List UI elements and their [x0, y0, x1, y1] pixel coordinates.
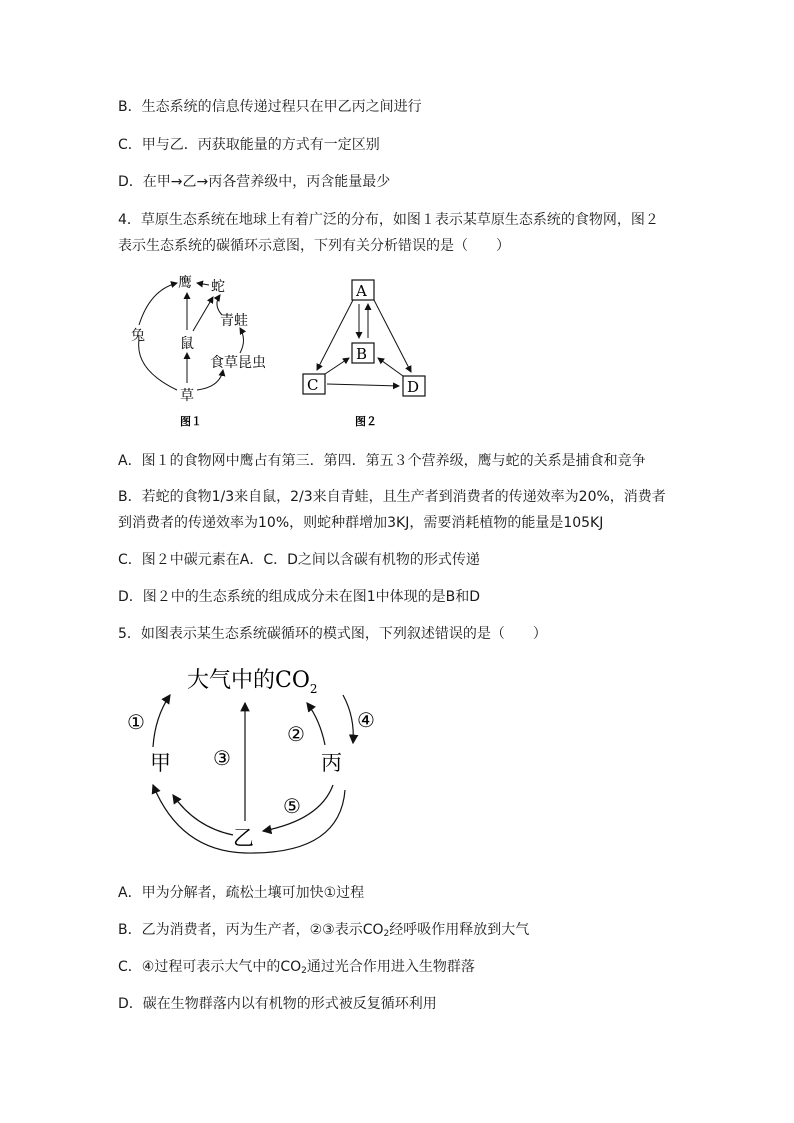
q5-option-c-sub: 2 [301, 966, 307, 976]
q3-option-c: C．甲与乙．丙获取能量的方式有一定区别 [118, 137, 380, 153]
q5-option-c-pre: C．④过程可表示大气中的CO [118, 959, 302, 975]
q5-option-c [118, 957, 475, 981]
q4-option-c: C．图２中碳元素在A．C．D之间以含碳有机物的形式传递 [118, 552, 480, 568]
box-d-label: D [407, 378, 420, 396]
q5-option-b [118, 920, 529, 944]
label-5: ⑤ [283, 794, 301, 818]
q5-option-c-post: 通过光合作用进入生物群落 [306, 959, 475, 975]
fw-rabbit: 兔 [131, 328, 145, 344]
box-c-label: C [307, 376, 319, 394]
node-jia: 甲 [150, 751, 171, 775]
label-4: ④ [357, 708, 375, 732]
carbon-cycle-boxes-figure [295, 270, 440, 430]
fw-insect: 食草昆虫 [210, 355, 266, 371]
fw-grass: 草 [180, 388, 194, 404]
q4-option-a: A．图１的食物网中鹰占有第三．第四．第五３个营养级，鹰与蛇的关系是捕食和竞争 [118, 453, 646, 469]
q5-option-b-pre: B．乙为消费者，丙为生产者，②③表示CO [118, 922, 384, 938]
atmosphere-label-sub: 2 [309, 682, 318, 696]
figure1-caption: 图１ [180, 415, 202, 428]
carbon-cycle-figure [115, 655, 395, 860]
fw-mouse: 鼠 [180, 336, 194, 352]
fw-frog: 青蛙 [220, 313, 248, 329]
box-a-label: A [356, 282, 367, 300]
q5-option-b-sub: 2 [383, 929, 390, 939]
label-2: ② [287, 722, 305, 746]
q4-stem-line2: 表示生态系统的碳循环示意图，下列有关分析错误的是（ ） [118, 238, 510, 254]
fw-snake: 蛇 [211, 279, 225, 295]
q4-option-d: D．图２中的生态系统的组成成分未在图1中体现的是B和D [118, 589, 481, 605]
food-web-figure [125, 265, 290, 430]
q4-option-b: B．若蛇的食物1/3来自鼠，2/3来自青蛙，且生产者到消费者的传递效率为20%，消费者到消费者的传递效率为10%，则蛇种群增加3KJ，需要消耗植物的能量是105KJ [118, 489, 666, 531]
atmosphere-label: 大气中的CO [187, 668, 310, 693]
q3-option-d: D．在甲→乙→丙各营养级中，丙含能量最少 [118, 174, 391, 190]
q5-option-a: A．甲为分解者，疏松土壤可加快①过程 [118, 885, 365, 901]
box-b-label: B [356, 345, 368, 363]
q3-option-b: B．生态系统的信息传递过程只在甲乙丙之间进行 [118, 99, 422, 115]
q4-stem-line1: 4．草原生态系统在地球上有着广泛的分布，如图１表示某草原生态系统的食物网，图２ [118, 212, 659, 228]
node-yi: 乙 [233, 826, 254, 850]
q5-option-b-post: 经呼吸作用释放到大气 [389, 922, 530, 938]
figure2-caption: 图２ [355, 415, 377, 428]
q5-option-d: D．碳在生物群落内以有机物的形式被反复循环利用 [118, 996, 437, 1012]
node-bing: 丙 [321, 751, 342, 775]
q5-stem: 5．如图表示某生态系统碳循环的模式图，下列叙述错误的是（ ） [118, 626, 547, 642]
fw-hawk: 鹰 [178, 275, 192, 291]
label-1: ① [127, 710, 145, 734]
svg-text:大气中的CO2 [187, 668, 318, 696]
label-3: ③ [213, 746, 231, 770]
